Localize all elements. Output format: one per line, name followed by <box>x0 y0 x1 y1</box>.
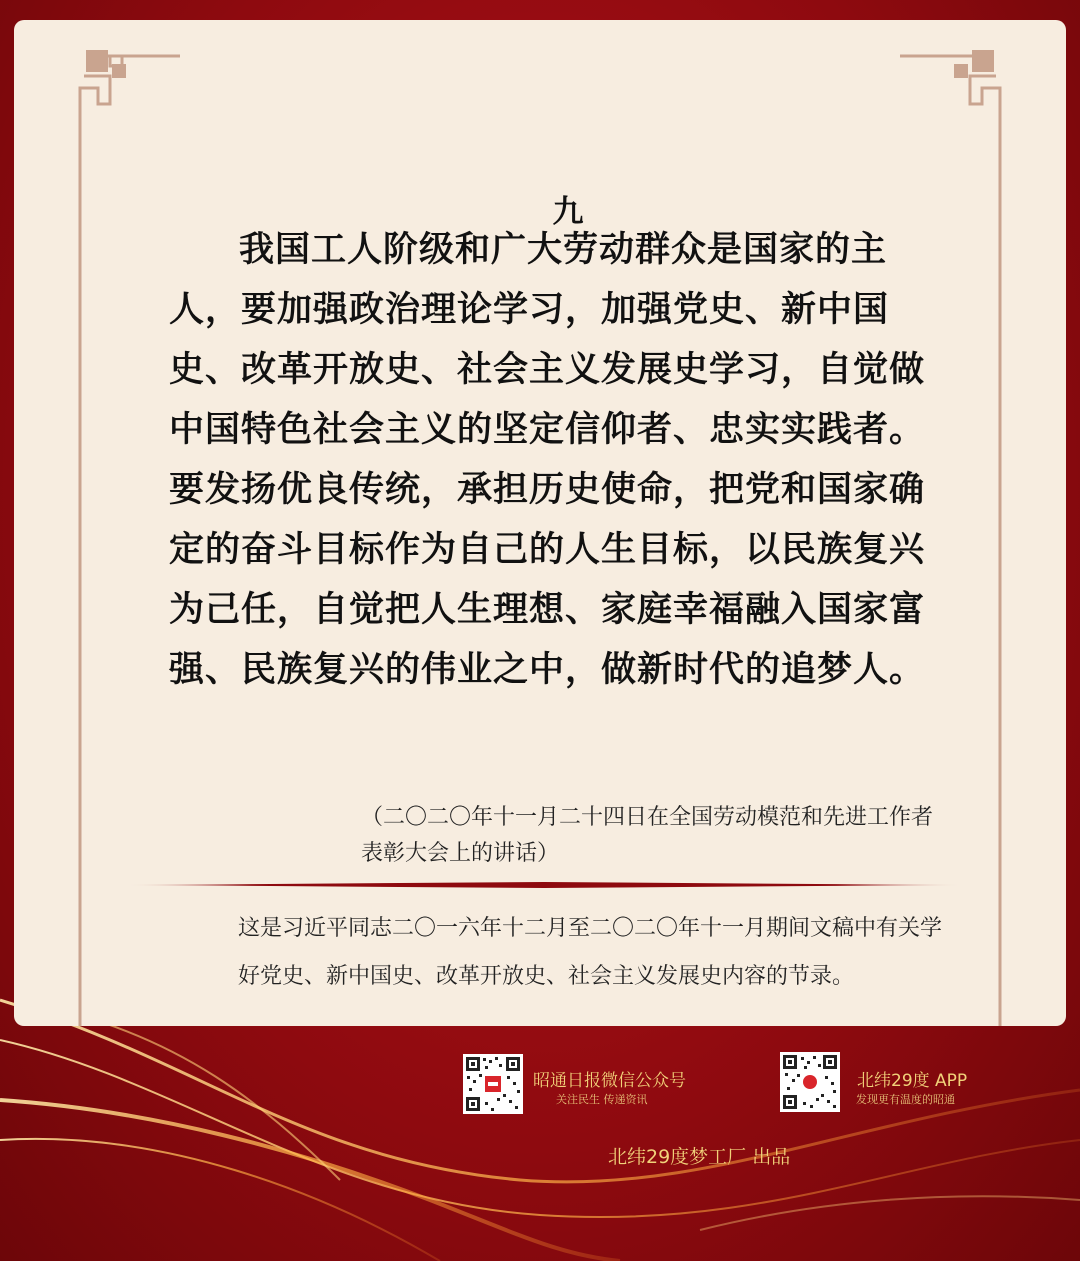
main-paragraph-text: 我国工人阶级和广大劳动群众是国家的主人，要加强政治理论学习，加强党史、新中国史、改革开放史、社会主义发展史学习，自觉做中国特色社会主义的坚定信仰者、忠实实践者。要发扬优良传统，承担历史使命，把党和国家确定的奋斗目标作为自己的人生目标，以民族复兴为己任，自觉把人生理想、家庭幸福融入国家富强、民族复兴的伟业之中，做新时代的追梦人。 <box>169 230 926 690</box>
qr-code-icon <box>780 1052 840 1112</box>
content-card <box>14 20 1066 1026</box>
main-paragraph <box>169 220 929 700</box>
app-title: 北纬29度 APP <box>857 1071 968 1091</box>
producer-credit: 北纬29度梦工厂 出品 <box>608 1146 791 1168</box>
excerpt-note: 这是习近平同志二〇一六年十二月至二〇二〇年十一月期间文稿中有关学好党史、新中国史、改革开放史、社会主义发展史内容的节录。 <box>238 916 943 989</box>
qr-code-icon <box>463 1054 523 1114</box>
app-qr-code[interactable] <box>780 1052 840 1112</box>
wechat-qr-code[interactable] <box>463 1054 523 1114</box>
app-subtitle: 发现更有温度的昭通 <box>856 1093 955 1106</box>
speech-source: （二〇二〇年十一月二十四日在全国劳动模范和先进工作者表彰大会上的讲话） <box>361 805 934 866</box>
divider-line <box>126 880 962 890</box>
section-heading: 九 <box>552 194 584 230</box>
wechat-subtitle: 关注民生 传递资讯 <box>556 1093 648 1106</box>
wechat-title: 昭通日报微信公众号 <box>533 1071 686 1091</box>
